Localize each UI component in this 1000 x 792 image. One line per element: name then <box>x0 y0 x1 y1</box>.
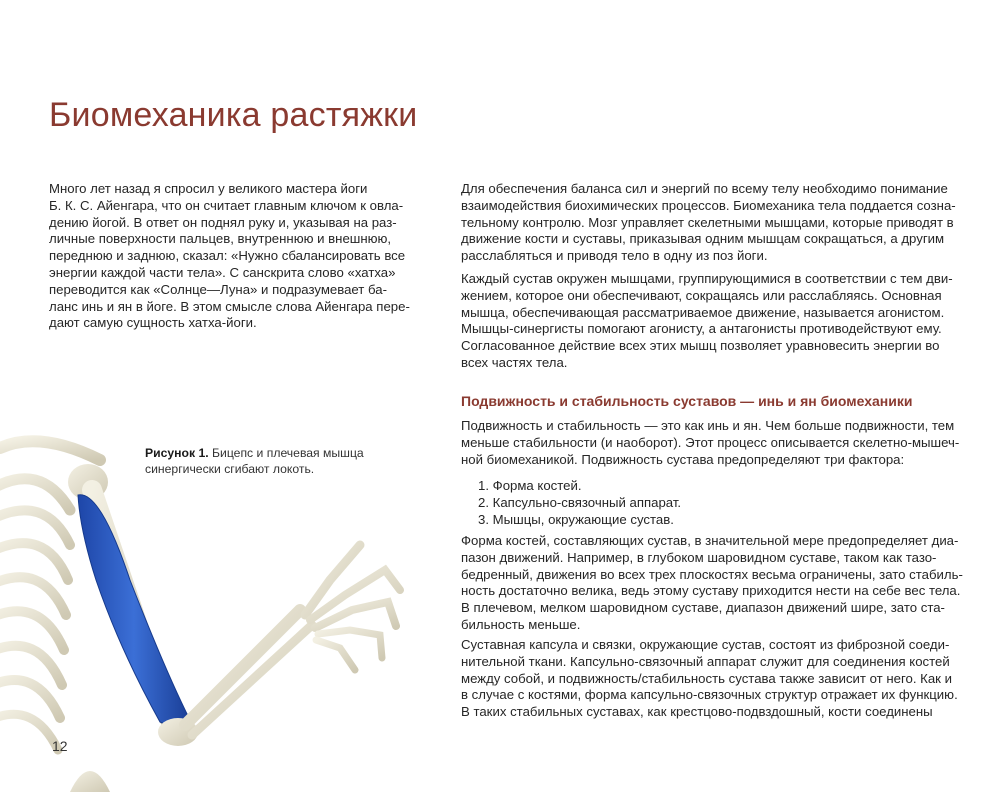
figure-caption <box>145 445 364 477</box>
biceps-muscle <box>78 495 190 727</box>
text-line: ной биомеханикой. Подвижность сустава предопределяют три фактора: <box>461 451 905 467</box>
page-title: Биомеханика растяжки <box>49 96 418 134</box>
body-paragraph-bones <box>461 533 963 634</box>
text-line: мышца, обеспечивающая рассматриваемое движение, называется агонистом. <box>461 304 945 320</box>
body-paragraph-muscles <box>461 271 953 372</box>
text-line: Форма костей, составляющих сустав, в значительной мере предопределяет диа- <box>461 533 959 548</box>
body-paragraph-capsule <box>461 637 958 721</box>
text-line: энергии каждой части тела». С санскрита слово «хатха» <box>49 264 396 280</box>
text-line <box>145 445 364 461</box>
text-line: дению йогой. В ответ он поднял руку и, указывая на раз- <box>49 214 397 230</box>
text-line: Подвижность и стабильность — это как инь и ян. Чем больше подвижности, тем <box>461 418 955 433</box>
text-line: В таких стабильных суставах, как крестцово-подвздошный, кости соединены <box>461 704 933 720</box>
text-line: в случае с костями, форма капсульно-связочных структур отражает их функцию. <box>461 687 958 703</box>
forearm <box>185 610 312 735</box>
text-line: дают самую сущность хатха-йоги. <box>49 315 257 331</box>
text-line: синергически сгибают локоть. <box>145 462 315 476</box>
text-line: меньше стабильности (и наоборот). Этот процесс описывается скелетно-мышеч- <box>461 434 960 450</box>
text-line: бильность меньше. <box>461 616 581 632</box>
clavicle <box>0 441 100 460</box>
text-line: жением, которое они обеспечивают, сокращаясь или расслабляясь. Основная <box>461 287 942 303</box>
text-line: Много лет назад я спросил у великого мастера йоги <box>49 181 368 196</box>
text-line: Б. К. С. Айенгара, что он считает главным ключом к овла- <box>49 197 404 213</box>
text-line: пазон движений. Например, в глубоком шаровидном суставе, таком как тазо- <box>461 549 937 565</box>
text-line: между собой, и подвижность/стабильность сустава также зависит от него. Как и <box>461 670 952 686</box>
section-heading: Подвижность и стабильность суставов — инь и ян биомеханики <box>461 393 913 409</box>
body-paragraph-mobility <box>461 418 959 468</box>
list-item: 1. Форма костей. <box>478 478 582 493</box>
text-line: Каждый сустав окружен мышцами, группирующимися в соответствии с тем дви- <box>461 271 953 286</box>
text-line: В плечевом, мелком шаровидном суставе, диапазон движений шире, зато ста- <box>461 600 945 616</box>
text-line: бедренный, движения во всех трех плоскостях весьма ограничены, зато стабиль- <box>461 566 963 582</box>
pelvis-edge <box>70 771 110 792</box>
text-line: ность достаточно велика, ведь этому суставу приходится нести на себе вес тела. <box>461 583 961 599</box>
text-line: нительной ткани. Капсульно-связочный аппарат служит для соединения костей <box>461 653 950 669</box>
hand-bones <box>305 545 400 670</box>
list-item: 2. Капсульно-связочный аппарат. <box>478 495 682 510</box>
page-number: 12 <box>52 738 68 754</box>
text-line: Для обеспечения баланса сил и энергий по всему телу необходимо понимание <box>461 181 948 196</box>
text-line: Мышцы-синергисты помогают агонисту, а антагонисты противодействуют ему. <box>461 321 942 337</box>
caption-label: Рисунок 1. <box>145 446 209 460</box>
text-line: Суставная капсула и связки, окружающие сустав, состоят из фиброзной соеди- <box>461 637 950 652</box>
text-line: движение кости и суставы, приказывая одним мышцам сокращаться, а другим <box>461 231 945 247</box>
text-line: переводится как «Солнце—Луна» и подразумевает ба- <box>49 281 387 297</box>
text-line: переднюю и заднюю, сказал: «Нужно сбалансировать все <box>49 248 406 264</box>
text-line: расслабляться и приводя тело в одну из поз йоги. <box>461 248 768 264</box>
text-line: тельному контролю. Мозг управляет скелетными мышцами, которые приводят в <box>461 214 954 230</box>
text-line: всех частях тела. <box>461 354 568 370</box>
caption-text: Бицепс и плечевая мышца <box>208 446 364 460</box>
ribcage <box>0 479 70 750</box>
text-line: Согласованное действие всех этих мышц позволяет уравновесить энергии во <box>461 338 940 354</box>
text-line: ланс инь и ян в йоге. В этом смысле слова Айенгара пере- <box>49 298 410 314</box>
text-line: личные поверхности пальцев, внутреннюю и внешнюю, <box>49 231 392 247</box>
text-line: взаимодействия биохимических процессов. Биомеханика тела поддается созна- <box>461 197 956 213</box>
intro-paragraph <box>49 181 410 332</box>
list-item: 3. Мышцы, окружающие сустав. <box>478 512 674 527</box>
body-paragraph-balance <box>461 181 956 265</box>
factors-list <box>478 477 681 528</box>
